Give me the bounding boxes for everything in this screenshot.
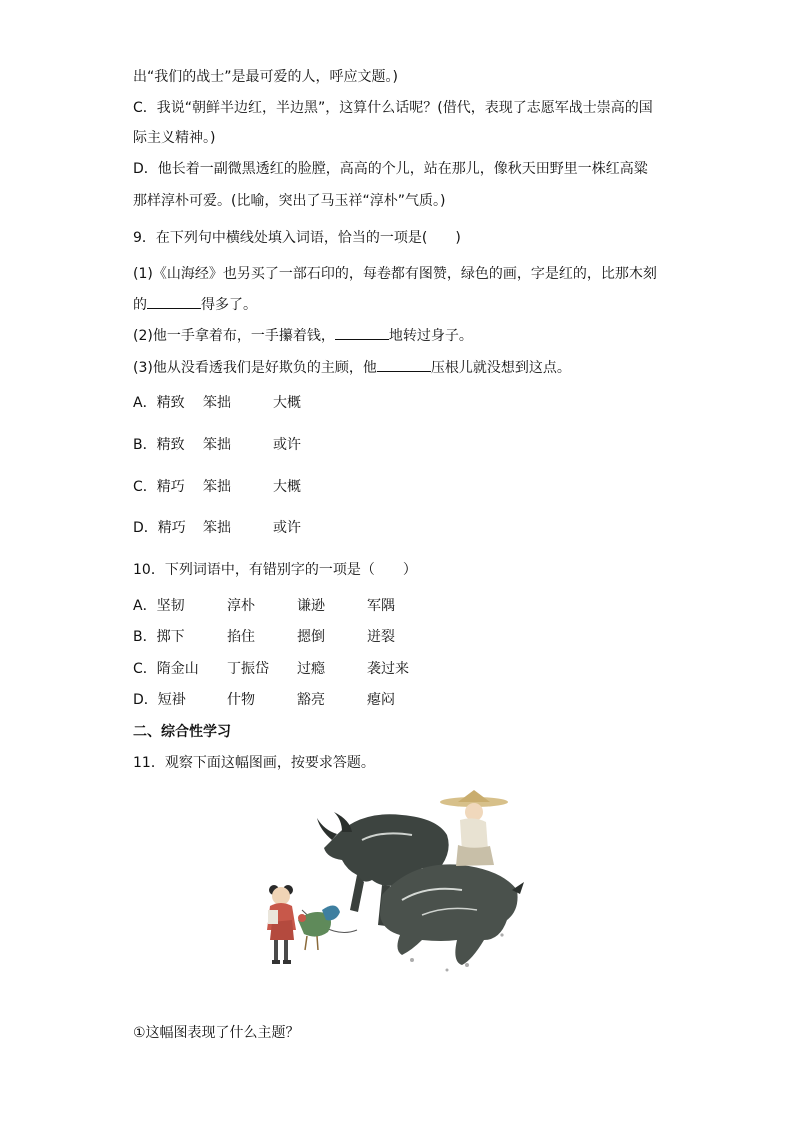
buffalo-front-icon — [380, 864, 524, 965]
q8-option-d-line2: 那样淳朴可爱。(比喻，突出了马玉祥“淳朴”气质。) — [133, 193, 446, 209]
q9-s3-pre: (3)他从没看透我们是好欺负的主顾，他 — [133, 360, 377, 376]
q9-s2-pre: (2)他一手拿着布，一手攥着钱， — [133, 328, 335, 344]
q9-sentence-2 — [133, 326, 473, 346]
q9-s1-pre: 的 — [133, 297, 147, 313]
q9-stem: 9．在下列句中横线处填入词语，恰当的一项是( ) — [133, 230, 461, 246]
q10-option-c[interactable]: C．隋金山 丁振岱 过瘾 袭过来 — [133, 661, 409, 677]
q9-s1-post: 得多了。 — [201, 297, 257, 313]
blank-line[interactable] — [377, 358, 431, 372]
q9-s3-post: 压根儿就没想到这点。 — [430, 360, 571, 376]
q11-stem: 11．观察下面这幅图画，按要求答题。 — [133, 755, 375, 771]
q8-option-b-cont: 出“我们的战士”是最可爱的人，呼应文题。) — [133, 69, 398, 85]
little-girl-icon — [267, 885, 296, 964]
q9-option-b[interactable]: B．精致 笨拙 或许 — [133, 437, 301, 453]
section-2-heading: 二、综合性学习 — [133, 724, 231, 740]
q11-sub-question-1: ①这幅图表现了什么主题？ — [133, 1025, 300, 1041]
q9-sentence-1b — [133, 295, 257, 315]
q9-option-c[interactable]: C．精巧 笨拙 大概 — [133, 479, 301, 495]
q9-option-d[interactable]: D．精巧 笨拙 或许 — [133, 520, 301, 536]
q10-option-d[interactable]: D．短褂 什物 豁亮 瘪闷 — [133, 692, 395, 708]
q9-sentence-1a: (1)《山海经》也另买了一部石印的，每卷都有图赞，绿色的画，字是红的，比那木刻 — [133, 266, 657, 282]
q10-option-a[interactable]: A．坚韧 淳朴 谦逊 军隅 — [133, 598, 395, 614]
q10-stem: 10．下列词语中，有错别字的一项是（ ） — [133, 562, 417, 578]
q9-option-a[interactable]: A．精致 笨拙 大概 — [133, 395, 301, 411]
q8-option-c-line1: C．我说“朝鲜半边红，半边黑”，这算什么话呢？(借代，表现了志愿军战士崇高的国 — [133, 100, 653, 116]
q8-option-c-line2: 际主义精神。) — [133, 130, 216, 146]
q9-sentence-3 — [133, 358, 571, 378]
blank-line[interactable] — [147, 295, 201, 309]
q9-s2-post: 地转过身子。 — [388, 328, 473, 344]
q8-option-d-line1: D．他长着一副微黑透红的脸膛，高高的个儿，站在那儿，像秋天田野里一株红高粱 — [133, 161, 648, 177]
herdboy-icon — [440, 790, 508, 866]
blank-line[interactable] — [335, 326, 389, 340]
q10-option-b[interactable]: B．掷下 掐住 摁倒 迸裂 — [133, 629, 395, 645]
buffalo-herdboy-illustration — [262, 790, 527, 980]
